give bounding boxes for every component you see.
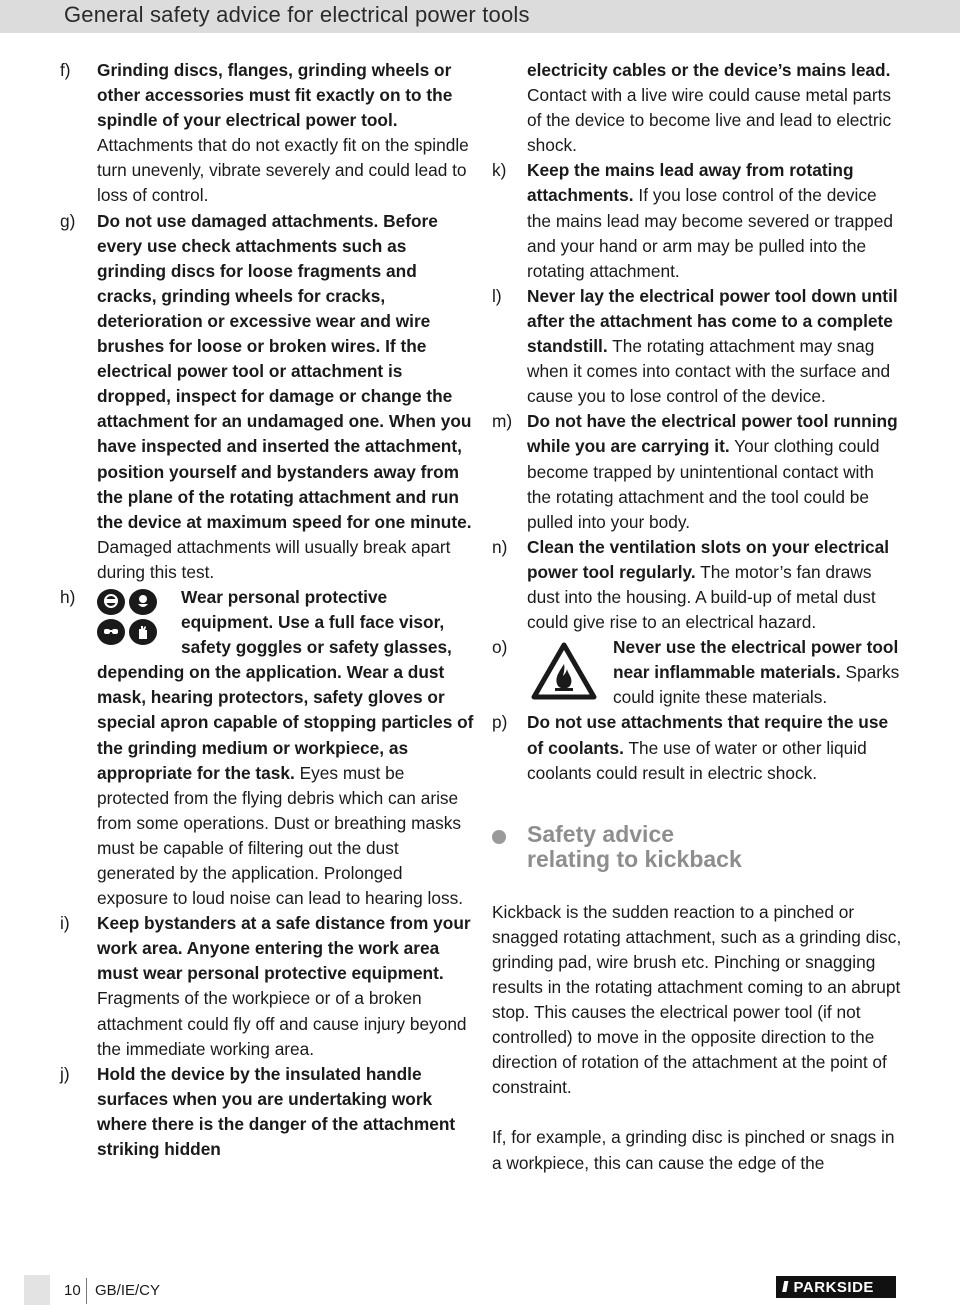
item-normal-text: Attachments that do not exactly fit on the spindle turn unevenly, vibrate severely and could lead to loss of control. bbox=[97, 135, 469, 206]
item-label: h) bbox=[60, 586, 76, 607]
goggles-icon bbox=[97, 619, 125, 645]
item-normal-text: Fragments of the workpiece or of a broken attachment could fly off and cause injury beyond the immediate working area. bbox=[97, 988, 467, 1059]
item-normal-text: The use of water or other liquid coolants could result in electric shock. bbox=[527, 737, 867, 783]
list-item-f bbox=[60, 58, 475, 209]
kickback-paragraph-2: If, for example, a grinding disc is pinched or snags in a workpiece, this can cause the edge of the bbox=[492, 1127, 895, 1173]
item-bold-text: Wear personal protective equipment. Use a full face visor, safety goggles or safety glasses, depending on the application. Wear a dust mask, hearing protectors, safety gloves or special apron capable of stopping particles of the grinding medium or workpiece, as appropriate for the task. bbox=[97, 586, 474, 783]
item-label: g) bbox=[60, 210, 76, 231]
list-item-l bbox=[492, 284, 902, 409]
list-item-k bbox=[492, 158, 902, 283]
list-item-o bbox=[492, 635, 902, 710]
list-item-j-continued bbox=[492, 58, 902, 158]
left-column bbox=[60, 58, 475, 1162]
page-corner-box bbox=[24, 1275, 50, 1305]
item-normal-text: Eyes must be protected from the flying debris which can arise from some operations. Dust or breathing masks must be capable of filtering out the dust generated by the application. Prolonged exposure to loud noise can lead to hearing loss. bbox=[97, 762, 464, 909]
section-heading bbox=[492, 822, 902, 872]
flammable-warning-icon bbox=[527, 641, 601, 701]
item-bold-text: Hold the device by the insulated handle surfaces when you are undertaking work where there is the danger of the attachment striking hidden bbox=[97, 1063, 456, 1160]
kickback-paragraph-1: Kickback is the sudden reaction to a pinched or snagged rotating attachment, such as a grinding disc, grinding pad, wire brush etc. Pinching or snagging results in the rotating attachment coming to an abrupt stop. This causes the electrical power tool (if not controlled) to move in the opposite direction to the direction of rotation of the attachment at the point of constraint. bbox=[492, 901, 902, 1098]
item-normal-text: Your clothing could become trapped by unintentional contact with the rotating attachment and the tool could be pulled into your body. bbox=[527, 436, 880, 532]
item-bold-text: Never lay the electrical power tool down until after the attachment has come to a complete standstill. bbox=[527, 285, 898, 357]
bullet-icon bbox=[492, 830, 506, 844]
brand-logo bbox=[776, 1276, 896, 1298]
item-label: k) bbox=[492, 160, 507, 181]
list-item-j bbox=[60, 1062, 475, 1162]
item-bold-text: Clean the ventilation slots on your electrical power tool regularly. bbox=[527, 536, 890, 582]
brand-name: PARKSIDE bbox=[793, 1278, 874, 1296]
list-item-i bbox=[60, 911, 475, 1062]
item-bold-text: Never use the electrical power tool near inflammable materials. bbox=[613, 637, 899, 683]
item-label: j) bbox=[60, 1063, 70, 1084]
item-normal-text: Damaged attachments will usually break apart during this test. bbox=[97, 536, 451, 582]
item-label: m) bbox=[492, 411, 513, 432]
section-heading-line2: relating to kickback bbox=[527, 845, 742, 872]
face-visor-icon bbox=[97, 589, 125, 615]
list-item-m bbox=[492, 409, 902, 534]
list-item-n bbox=[492, 535, 902, 635]
item-bold-text: Keep the mains lead away from rotating attachments. bbox=[527, 160, 854, 206]
item-normal-text: The rotating attachment may snag when it comes into contact with the surface and cause you to lose control of the device. bbox=[527, 336, 891, 407]
list-item-h bbox=[60, 585, 475, 911]
item-bold-text: electricity cables or the device’s mains lead. bbox=[527, 60, 891, 80]
item-bold-text: Do not use attachments that require the use of coolants. bbox=[527, 712, 889, 758]
item-label: o) bbox=[492, 637, 508, 658]
item-normal-text: Sparks could ignite these materials. bbox=[613, 662, 900, 708]
item-bold-text: Do not have the electrical power tool running while you are carrying it. bbox=[527, 411, 898, 457]
section-heading-line1: Safety advice bbox=[527, 820, 675, 847]
ppe-icon-group bbox=[97, 589, 169, 647]
item-bold-text: Do not use damaged attachments. Before every use check attachments such as grinding discs for loose fragments and cracks, grinding wheels for cracks, deterioration or excessive wear and wire brushes for loose or broken wires. If the electrical power tool or attachment is dropped, inspect for damage or change the attachment for an undamaged one. When you have inspected and inserted the attachment, position yourself and bystanders away from the plane of the rotating attachment and run the device at maximum speed for one minute. bbox=[97, 210, 472, 532]
item-label: f) bbox=[60, 60, 71, 80]
item-normal-text: If you lose control of the device the mains lead may become severed or trapped and your hand or arm may be pulled into the rotating attachment. bbox=[527, 185, 893, 281]
list-item-p bbox=[492, 710, 902, 785]
page-title: General safety advice for electrical power tools bbox=[64, 2, 530, 27]
item-normal-text: Contact with a live wire could cause metal parts of the device to become live and lead to electric shock. bbox=[527, 85, 892, 156]
page-number: 10 bbox=[64, 1282, 81, 1299]
item-normal-text: The motor’s fan draws dust into the housing. A build-up of metal dust could give rise to an electrical hazard. bbox=[527, 561, 876, 633]
item-label: n) bbox=[492, 536, 508, 557]
gloves-icon bbox=[129, 619, 157, 645]
item-label: l) bbox=[492, 285, 502, 306]
item-label: i) bbox=[60, 913, 70, 934]
footer-divider bbox=[86, 1278, 87, 1304]
list-item-g bbox=[60, 209, 475, 585]
item-bold-text: Grinding discs, flanges, grinding wheels or other accessories must fit exactly on to the spindle of your electrical power tool. bbox=[97, 60, 453, 131]
item-label: p) bbox=[492, 712, 508, 733]
brand-mark: /// bbox=[782, 1278, 786, 1296]
item-bold-text: Keep bystanders at a safe distance from your work area. Anyone entering the work area must wear personal protective equipment. bbox=[97, 913, 471, 984]
region-code: GB/IE/CY bbox=[95, 1282, 161, 1299]
page-header bbox=[0, 0, 960, 33]
dust-mask-icon bbox=[129, 589, 157, 615]
right-column bbox=[492, 58, 902, 1201]
